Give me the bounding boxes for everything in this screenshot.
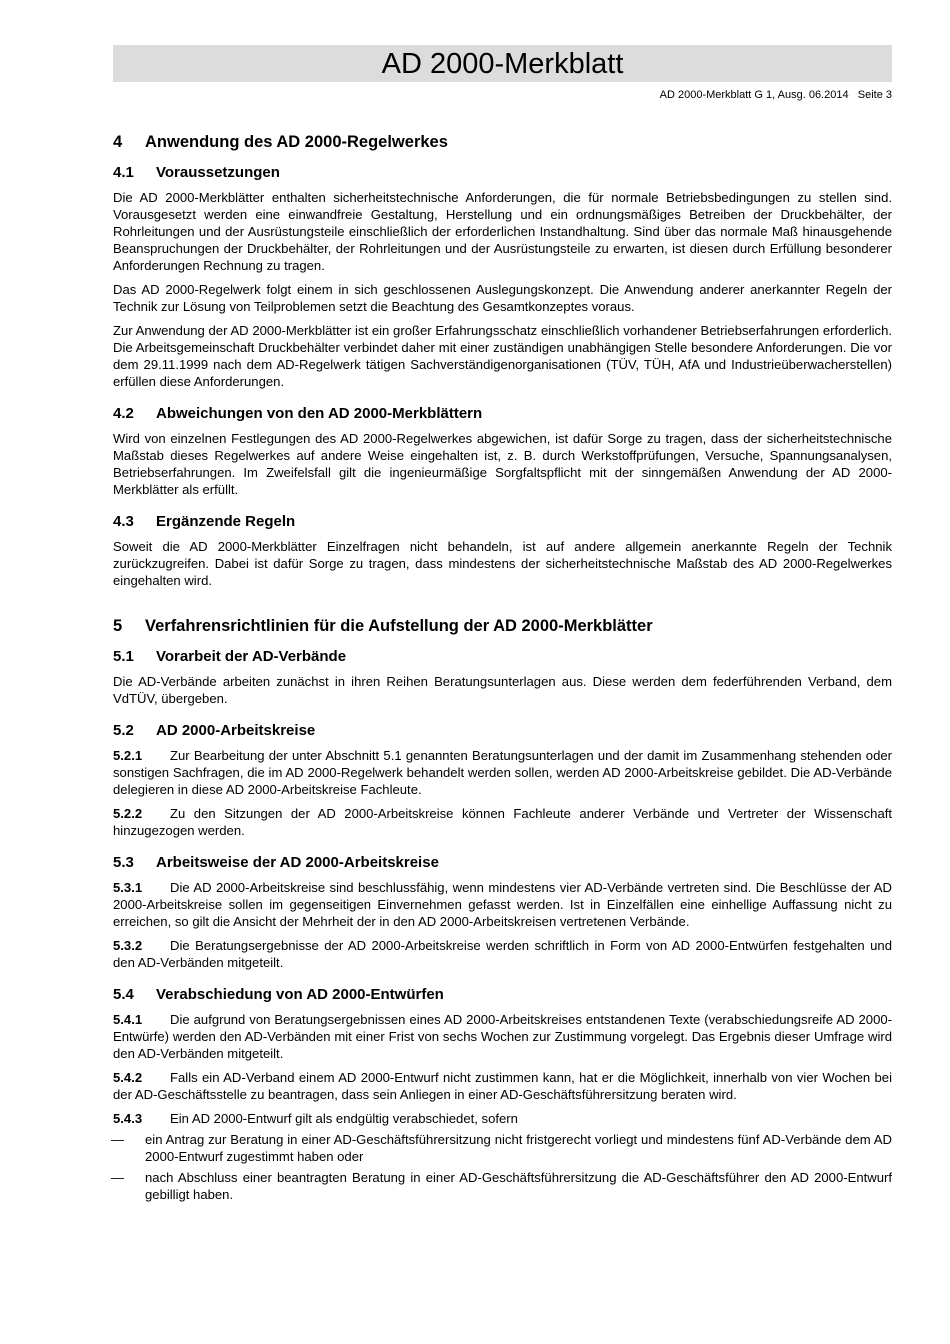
paragraph: Das AD 2000-Regelwerk folgt einem in sich geschlossenen Auslegungskonzept. Die Anwendung anderer anerkannter Regeln der Technik zur Lösung von Teilproblemen setzt die Beachtung des Gesamtkonzeptes voraus.	[113, 282, 892, 314]
numbered-paragraph: 5.2.1 Zur Bearbeitung der unter Abschnitt 5.1 genannten Beratungsunterlagen und der damit im Zusammenhang stehenden oder sonstigen Sachfragen, die im AD 2000-Regelwerk behandelt werden sollen, werden AD 2000-Arbeitskreise gebildet. Die AD-Verbände delegieren in diese AD 2000-Arbeitskreise Fachleute.	[113, 748, 892, 797]
paragraph: Soweit die AD 2000-Merkblätter Einzelfragen nicht behandeln, ist auf andere allgemein anerkannte Regeln der Technik zurückzugreifen. Dabei ist dafür Sorge zu tragen, dass mindestens der sicherheitstechnische Maßstab des AD 2000-Regelwerkes eingehalten wird.	[113, 539, 892, 588]
section-heading-5-3: 5.3 Arbeitsweise der AD 2000-Arbeitskreise	[113, 854, 439, 871]
list-item: — ein Antrag zur Beratung in einer AD-Geschäftsführersitzung nicht fristgerecht vorliegt und mindestens fünf AD-Verbände dem AD 2000-Entwurf zugestimmt haben oder	[111, 1132, 892, 1164]
numbered-paragraph: 5.3.2 Die Beratungsergebnisse der AD 2000-Arbeitskreise werden schriftlich in Form von AD 2000-Entwürfen festgehalten und den AD-Verbänden mitgeteilt.	[113, 938, 892, 970]
numbered-paragraph: 5.4.2 Falls ein AD-Verband einem AD 2000-Entwurf nicht zustimmen kann, hat er die Möglichkeit, innerhalb von vier Wochen bei der AD-Geschäftsstelle zu beantragen, dass sein Anliegen in einer AD-Geschäftsführersitzung beraten wird.	[113, 1070, 892, 1102]
document-title: AD 2000-Merkblatt	[381, 48, 624, 80]
document-reference-line: AD 2000-Merkblatt G 1, Ausg. 06.2014 Seite 3	[659, 89, 892, 101]
section-heading-5-4: 5.4 Verabschiedung von AD 2000-Entwürfen	[113, 986, 444, 1003]
paragraph: Die AD-Verbände arbeiten zunächst in ihren Reihen Beratungsunterlagen aus. Diese werden dem federführenden Verband, dem VdTÜV, übergeben.	[113, 674, 892, 706]
section-heading-4: 4 Anwendung des AD 2000-Regelwerkes	[113, 133, 448, 151]
section-heading-5-1: 5.1 Vorarbeit der AD-Verbände	[113, 648, 347, 665]
numbered-paragraph: 5.4.1 Die aufgrund von Beratungsergebnissen eines AD 2000-Arbeitskreises entstandenen Texte (verabschiedungsreife AD 2000-Entwürfe) werden den AD-Verbänden mit einer Frist von sechs Wochen zur Zustimmung vorgelegt. Das Ergebnis dieser Umfrage wird den AD-Verbänden mitgeteilt.	[113, 1012, 892, 1061]
dash-bullet-icon: —	[111, 1170, 125, 1185]
section-heading-5: 5 Verfahrensrichtlinien für die Aufstellung der AD 2000-Merkblätter	[113, 617, 653, 635]
document-title-banner	[113, 45, 892, 82]
paragraph: Wird von einzelnen Festlegungen des AD 2000-Regelwerkes abgewichen, ist dafür Sorge zu tragen, dass der sicherheitstechnische Maßstab dieses Regelwerkes auf andere Weise eingehalten ist, z. B. durch Werkstoffprüfungen, Versuche, Spannungsanalysen, Betriebserfahrungen. Im Zweifelsfall gilt die ingenieurmäßige Sorgfaltspflicht mit der sinngemäßen Anwendung der AD 2000-Merkblätter als erfüllt.	[113, 431, 892, 497]
paragraph: Zur Anwendung der AD 2000-Merkblätter ist ein großer Erfahrungsschatz einschließlich vorhandener Betriebserfahrungen erforderlich. Die Arbeitsgemeinschaft Druckbehälter verbindet daher mit einer zuständigen unabhängigen Stelle besondere Anforderungen. Die vor dem 29.11.1999 nach dem AD-Regelwerk tätigen Sachverständigenorganisationen (TÜV, TÜH, AfA und Industrieüberwacherstellen) erfüllen diese Anforderungen.	[113, 323, 892, 389]
list-item: — nach Abschluss einer beantragten Beratung in einer AD-Geschäftsführersitzung die AD-Geschäftsführer den AD 2000-Entwurf gebilligt haben.	[111, 1170, 892, 1202]
section-heading-4-1: 4.1 Voraussetzungen	[113, 164, 280, 181]
section-heading-4-2: 4.2 Abweichungen von den AD 2000-Merkblättern	[113, 405, 483, 422]
numbered-paragraph: 5.4.3 Ein AD 2000-Entwurf gilt als endgültig verabschiedet, sofern	[113, 1111, 518, 1126]
numbered-paragraph: 5.2.2 Zu den Sitzungen der AD 2000-Arbeitskreise können Fachleute anderer Verbände und Vertreter der Wissenschaft hinzugezogen werden.	[113, 806, 892, 838]
numbered-paragraph: 5.3.1 Die AD 2000-Arbeitskreise sind beschlussfähig, wenn mindestens vier AD-Verbände vertreten sind. Die Beschlüsse der AD 2000-Arbeitskreise sollen im gegenseitigen Einvernehmen gefasst werden. Ist in Einzelfällen eine einhellige Auffassung nicht zu erreichen, so gilt die Ansicht der Mehrheit der in den AD 2000-Arbeitskreisen vertretenen Verbände.	[113, 880, 892, 929]
section-heading-5-2: 5.2 AD 2000-Arbeitskreise	[113, 722, 316, 739]
document-body	[113, 131, 892, 1207]
dash-bullet-icon: —	[111, 1132, 125, 1147]
section-heading-4-3: 4.3 Ergänzende Regeln	[113, 513, 296, 530]
paragraph: Die AD 2000-Merkblätter enthalten sicherheitstechnische Anforderungen, die für normale Betriebsbedingungen zu stellen sind. Vorausgesetzt werden eine einwandfreie Gestaltung, Herstellung und ein ordnungsmäßiges Betreiben der Druckbehälter, der Rohrleitungen und der Ausrüstungsteile einschließlich der erforderlichen Instandhaltung. Sind über das normale Maß hinausgehende Beanspruchungen der Druckbehälter, der Rohrleitungen und der Ausrüstungsteile zu erwarten, ist diesen durch Erfüllung besonderer Anforderungen Rechnung zu tragen.	[113, 190, 892, 273]
